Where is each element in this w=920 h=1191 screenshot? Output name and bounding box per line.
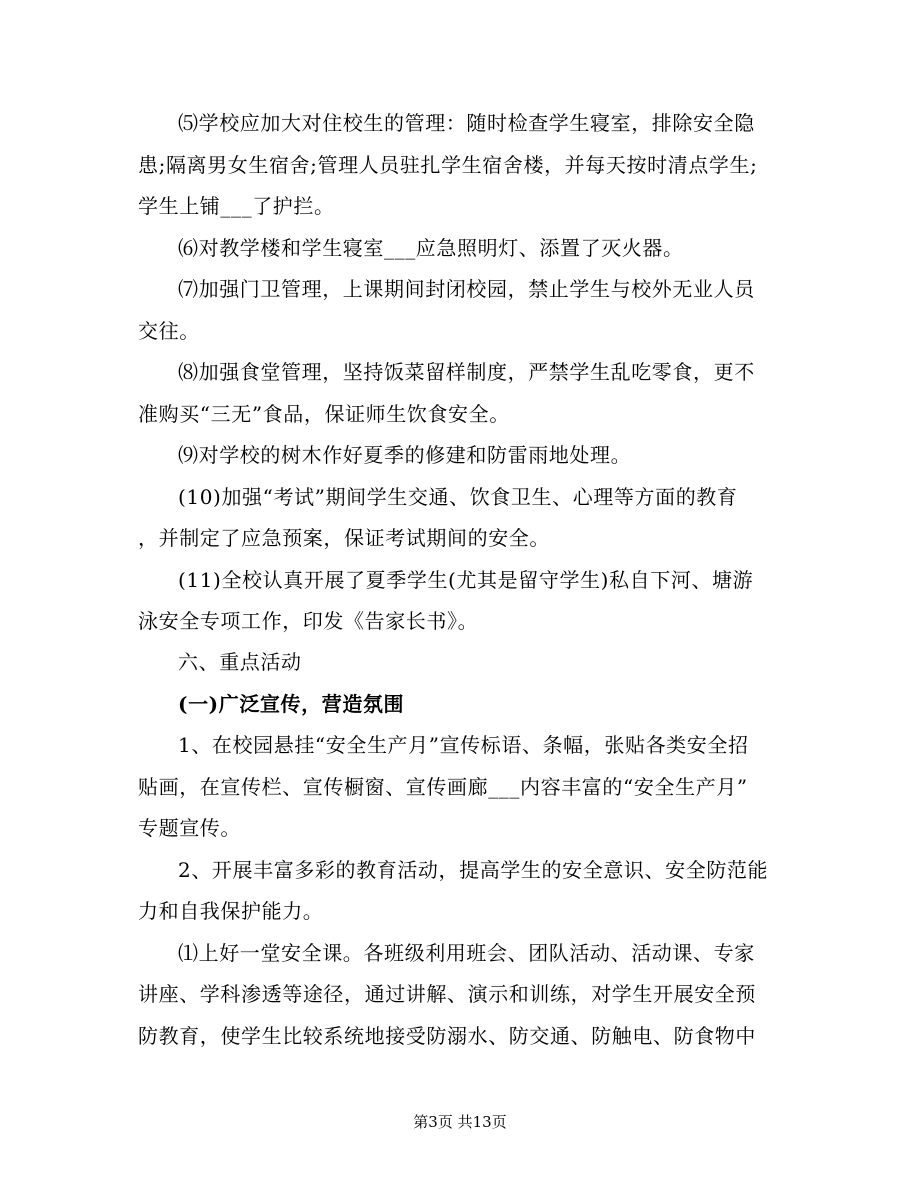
paragraph-line: ⑹对教学楼和学生寝室___应急照明灯、添置了灭火器。 (178, 236, 684, 260)
paragraph-line: 防教育，使学生比较系统地接受防溺水、防交通、防触电、防食物中 (138, 1024, 756, 1048)
paragraph-line: 贴画，在宣传栏、宣传橱窗、宣传画廊___内容丰富的“安全生产月” (138, 775, 748, 799)
paragraph-line: 学生上铺___了护拦。 (138, 194, 335, 218)
paragraph-line: ⑻加强食堂管理，坚持饭菜留样制度，严禁学生乱吃零食，更不 (178, 360, 755, 384)
paragraph-line: ⑴上好一堂安全课。各班级利用班会、团队活动、活动课、专家 (178, 941, 755, 965)
paragraph-line: (10)加强“考试”期间学生交通、饮食卫生、心理等方面的教育 (178, 485, 738, 509)
paragraph-line: ⑸学校应加大对住校生的管理：随时检查学生寝室，排除安全隐 (178, 111, 755, 135)
paragraph-line: 1、在校园悬挂“安全生产月”宣传标语、条幅，张贴各类安全招 (178, 733, 749, 757)
paragraph-line: 患;隔离男女生宿舍;管理人员驻扎学生宿舍楼，并每天按时清点学生; (138, 153, 758, 177)
paragraph-line: 讲座、学科渗透等途径，通过讲解、演示和训练，对学生开展安全预 (138, 982, 756, 1006)
section-heading: 六、重点活动 (178, 650, 302, 674)
page-number-footer: 第3页 共13页 (413, 1113, 507, 1131)
subsection-heading: (一)广泛宣传，营造氛围 (178, 692, 405, 716)
paragraph-line: (11)全校认真开展了夏季学生(尤其是留守学生)私自下河、塘游 (178, 568, 754, 592)
paragraph-line: ⑼对学校的树木作好夏季的修建和防雷雨地处理。 (178, 443, 632, 467)
paragraph-line: 交往。 (138, 319, 200, 343)
paragraph-line: 专题宣传。 (138, 816, 241, 840)
paragraph-line: 力和自我保护能力。 (138, 899, 324, 923)
paragraph-line: 准购买“三无”食品，保证师生饮食安全。 (138, 402, 510, 426)
paragraph-line: ，并制定了应急预案，保证考试期间的安全。 (138, 526, 550, 550)
paragraph-line: ⑺加强门卫管理，上课期间封闭校园，禁止学生与校外无业人员 (178, 277, 755, 301)
paragraph-line: 2、开展丰富多彩的教育活动，提高学生的安全意识、安全防范能 (178, 858, 769, 882)
paragraph-line: 泳安全专项工作，印发《告家长书》。 (138, 609, 479, 633)
